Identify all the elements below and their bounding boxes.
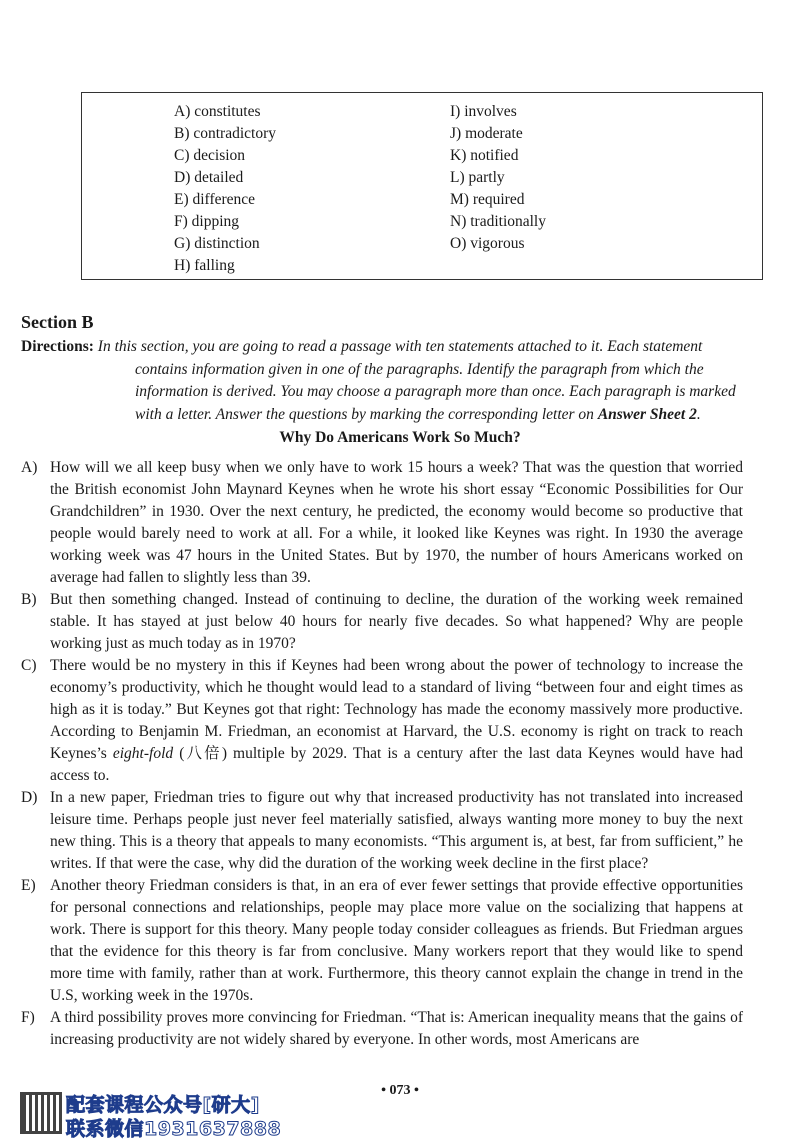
word-option: A) constitutes bbox=[174, 103, 261, 120]
word-option: I) involves bbox=[450, 103, 517, 120]
paragraph-text: A third possibility proves more convincing for Friedman. “That is: American inequality means that the gains of increasing productivity are not widely shared by everyone. In other words, most Americans are bbox=[50, 1009, 743, 1048]
watermark-line2: 联系微信1931637888 bbox=[66, 1118, 282, 1140]
watermark-line1: 配套课程公众号[研大] bbox=[66, 1094, 260, 1116]
word-option: O) vigorous bbox=[450, 235, 525, 252]
answer-sheet-label: Answer Sheet 2 bbox=[597, 405, 697, 423]
word-option: D) detailed bbox=[174, 169, 244, 186]
word-option: E) difference bbox=[174, 191, 256, 208]
section-title: Section B bbox=[21, 312, 94, 332]
word-option: L) partly bbox=[450, 169, 505, 186]
directions-label: Directions: bbox=[21, 338, 94, 355]
word-option: J) moderate bbox=[450, 125, 523, 142]
paragraph-letter: F) bbox=[21, 1009, 35, 1026]
word-option: N) traditionally bbox=[450, 213, 546, 230]
word-option: H) falling bbox=[174, 257, 235, 274]
paragraph-letter: E) bbox=[21, 877, 36, 894]
paragraph-letter: D) bbox=[21, 789, 38, 806]
word-option: F) dipping bbox=[174, 213, 240, 230]
paragraph-italic-term: eight-fold bbox=[112, 745, 174, 762]
paragraph-text: In a new paper, Friedman tries to figure out why that increased productivity has not translated into increased leisure time. Perhaps people just never feel materially satisfied, always wanting more money to buy the next new thing. This is a theory that appeals to many economists. “This argument is, at best, far from sufficient,” he writes. If that were the case, why did the duration of the working week decline in the first place? bbox=[50, 789, 743, 872]
passage-title: Why Do Americans Work So Much? bbox=[279, 429, 521, 446]
word-option: M) required bbox=[450, 191, 525, 208]
paragraph-e bbox=[21, 875, 743, 1007]
paragraph-letter: A) bbox=[21, 459, 38, 476]
paragraph-text: But then something changed. Instead of continuing to decline, the duration of the working week remained stable. It has stayed at just below 40 hours for nearly five decades. So what happened? Why are people working just as much today as in 1970? bbox=[50, 591, 743, 652]
directions: Directions: In this section, you are going to read a passage with ten statements attached to it. Each statement contains information given in one of the paragraphs. Identify the paragraph from which the information is derived. You may choose a paragraph more than once. Each paragraph is marked with a letter. Answer the questions by marking the corresponding letter on Answer Sheet 2. bbox=[21, 338, 736, 423]
word-option: C) decision bbox=[174, 147, 246, 164]
qr-code-icon bbox=[20, 1092, 62, 1134]
paragraph-a bbox=[21, 457, 743, 589]
paragraph-text: Another theory Friedman considers is that, in an era of ever fewer settings that provide effective opportunities for personal connections and relationships, people may place more value on the socializing that happens at work. There is support for this theory. Many people today consider colleagues as friends. But Friedman argues that the evidence for this theory is far from conclusive. Many workers report that they would like to spend more time with family, rather than at work. Furthermore, this theory cannot explain the change in trend in the U.S, working week in the 1970s. bbox=[50, 877, 743, 1004]
passage-body bbox=[21, 457, 743, 1051]
paragraph-f bbox=[21, 1007, 743, 1051]
page-number: • 073 • bbox=[381, 1083, 419, 1098]
paragraph-text-continued: (八倍) multiple by 2029. That is a century after the last data Keynes would have had access to. bbox=[50, 745, 744, 784]
paragraph-letter: B) bbox=[21, 591, 37, 608]
paragraph-text: There would be no mystery in this if Keynes had been wrong about the power of technology to increase the economy’s productivity, which he thought would lead to a standard of living “between four and eight times as high as it is today.” But Keynes got that right: Technology has made the economy massively more productive. According to Benjamin M. Friedman, an economist at Harvard, the U.S. economy is right on track to reach Keynes’s bbox=[50, 657, 743, 762]
word-bank-left-column bbox=[174, 101, 276, 277]
paragraph-c bbox=[21, 655, 743, 787]
paragraph-text: How will we all keep busy when we only have to work 15 hours a week? That was the question that worried the British economist John Maynard Keynes when he wrote his short essay “Economic Possibilities for Our Grandchildren” in 1930. Over the next century, he predicted, the economy would become so productive that people would barely need to work at all. For a while, it looked like Keynes was right. In 1930 the average working week was 47 hours in the United States. But by 1970, the number of hours Americans worked on average had fallen to slightly less than 39. bbox=[50, 459, 743, 586]
word-bank-right-column bbox=[450, 101, 546, 255]
word-option: K) notified bbox=[450, 147, 519, 164]
word-option: B) contradictory bbox=[174, 125, 277, 142]
directions-line1: In this section, you are going to read a passage with ten statements attached to it. Each statement bbox=[97, 338, 703, 355]
paragraph-b bbox=[21, 589, 743, 655]
paragraph-d bbox=[21, 787, 743, 875]
word-bank-box bbox=[81, 92, 763, 280]
word-option: G) distinction bbox=[174, 235, 260, 252]
paragraph-letter: C) bbox=[21, 657, 37, 674]
directions-text: contains information given in one of the paragraphs. Identify the paragraph from which the information is derived. You may choose a paragraph more than once. Each paragraph is marked with a letter. Answer the questions by marking the corresponding letter on bbox=[135, 360, 736, 423]
